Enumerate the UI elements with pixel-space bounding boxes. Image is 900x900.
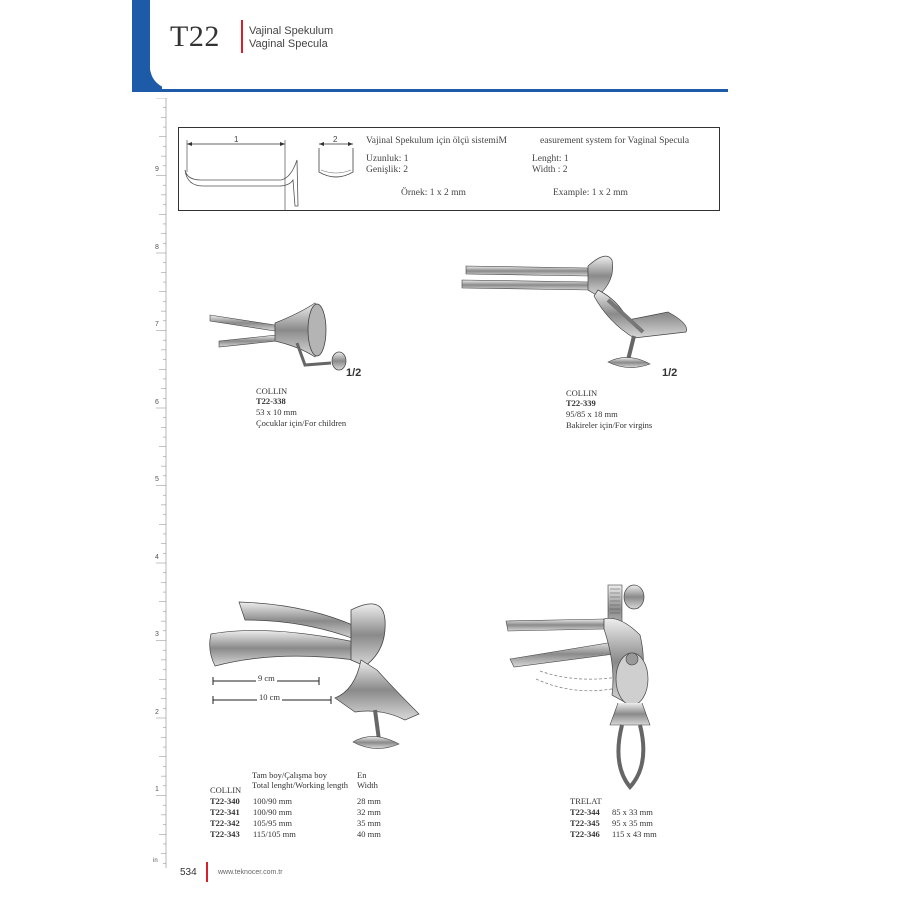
row-code: T22-341 bbox=[210, 807, 240, 817]
dim-9cm: 9 cm bbox=[258, 673, 275, 683]
page-title-tr: Vajinal Spekulum bbox=[249, 25, 334, 37]
col-length-en: Total lenght/Working length bbox=[252, 780, 348, 790]
scale-mark-339: 1/2 bbox=[662, 367, 678, 379]
ruler-label: 8 bbox=[155, 243, 159, 251]
measure-heading-tr: Vajinal Spekulum için ölçü sistemiM bbox=[366, 136, 507, 146]
length-en: Lenght: 1 bbox=[532, 154, 569, 164]
dim-10cm: 10 cm bbox=[259, 692, 281, 702]
col-width-tr: En bbox=[357, 770, 367, 780]
row-size: 85 x 33 mm bbox=[612, 807, 653, 817]
chapter-code: T22 bbox=[170, 20, 220, 53]
ruler-label: 4 bbox=[155, 553, 159, 561]
row-length: 105/95 mm bbox=[253, 818, 292, 828]
row-code: T22-340 bbox=[210, 796, 240, 806]
row-length: 100/90 mm bbox=[253, 807, 292, 817]
trelat-name: TRELAT bbox=[570, 796, 602, 806]
product-name-339: COLLIN bbox=[566, 388, 598, 398]
row-size: 95 x 35 mm bbox=[612, 818, 653, 828]
dim2-label: 2 bbox=[333, 135, 338, 144]
ruler-label: 9 bbox=[155, 166, 159, 173]
ruler-unit: in bbox=[153, 858, 158, 864]
page-title-en: Vaginal Specula bbox=[249, 38, 328, 50]
example-en: Example: 1 x 2 mm bbox=[553, 188, 628, 198]
length-tr: Uzunluk: 1 bbox=[366, 154, 409, 164]
row-width: 40 mm bbox=[357, 829, 381, 839]
trelat-speculum-image bbox=[500, 575, 690, 795]
measurement-box bbox=[178, 127, 720, 211]
collin-child-speculum-image bbox=[205, 295, 365, 385]
header-blue-rule bbox=[132, 89, 728, 92]
row-size: 115 x 43 mm bbox=[612, 829, 657, 839]
footer-url[interactable]: www.teknocer.com.tr bbox=[218, 869, 283, 876]
footer-divider bbox=[206, 862, 208, 882]
width-tr: Genişlik: 2 bbox=[366, 165, 408, 175]
title-divider bbox=[241, 20, 243, 53]
row-code: T22-342 bbox=[210, 818, 240, 828]
ruler-ticks bbox=[156, 98, 166, 868]
row-code: T22-344 bbox=[570, 807, 600, 817]
product-size-339: 95/85 x 18 mm bbox=[566, 409, 618, 419]
product-note-339: Bakireler için/For virgins bbox=[566, 420, 653, 430]
col-width-en: Width bbox=[357, 780, 378, 790]
product-name-338: COLLIN bbox=[256, 386, 288, 396]
row-code: T22-346 bbox=[570, 829, 600, 839]
ruler-label: 5 bbox=[155, 476, 159, 483]
product-code-339: T22-339 bbox=[566, 398, 596, 408]
collin-series-name: COLLIN bbox=[210, 785, 242, 795]
page-number: 534 bbox=[180, 867, 197, 878]
row-width: 35 mm bbox=[357, 818, 381, 828]
row-code: T22-343 bbox=[210, 829, 240, 839]
dim1-label: 1 bbox=[234, 135, 239, 144]
ruler-label: 7 bbox=[155, 321, 159, 328]
ruler-label: 3 bbox=[155, 631, 159, 638]
product-note-338: Çocuklar için/For children bbox=[256, 418, 347, 428]
measure-heading-en: easurement system for Vaginal Specula bbox=[540, 136, 690, 146]
product-size-338: 53 x 10 mm bbox=[256, 407, 297, 417]
row-length: 115/105 mm bbox=[253, 829, 296, 839]
collin-virgin-speculum-image bbox=[458, 240, 698, 375]
row-width: 28 mm bbox=[357, 796, 381, 806]
ruler-label: 6 bbox=[155, 398, 159, 406]
row-code: T22-345 bbox=[570, 818, 600, 828]
side-ruler bbox=[153, 98, 168, 868]
row-length: 100/90 mm bbox=[253, 796, 292, 806]
product-code-338: T22-338 bbox=[256, 396, 286, 406]
collin-speculum-image bbox=[205, 590, 435, 755]
scale-mark-338: 1/2 bbox=[346, 367, 362, 379]
ruler-label: 2 bbox=[155, 708, 159, 716]
row-width: 32 mm bbox=[357, 807, 381, 817]
width-en: Width : 2 bbox=[532, 165, 568, 175]
col-length-tr: Tam boy/Çalışma boy bbox=[252, 770, 327, 780]
ruler-label: 1 bbox=[155, 786, 159, 793]
example-tr: Örnek: 1 x 2 mm bbox=[401, 188, 466, 198]
